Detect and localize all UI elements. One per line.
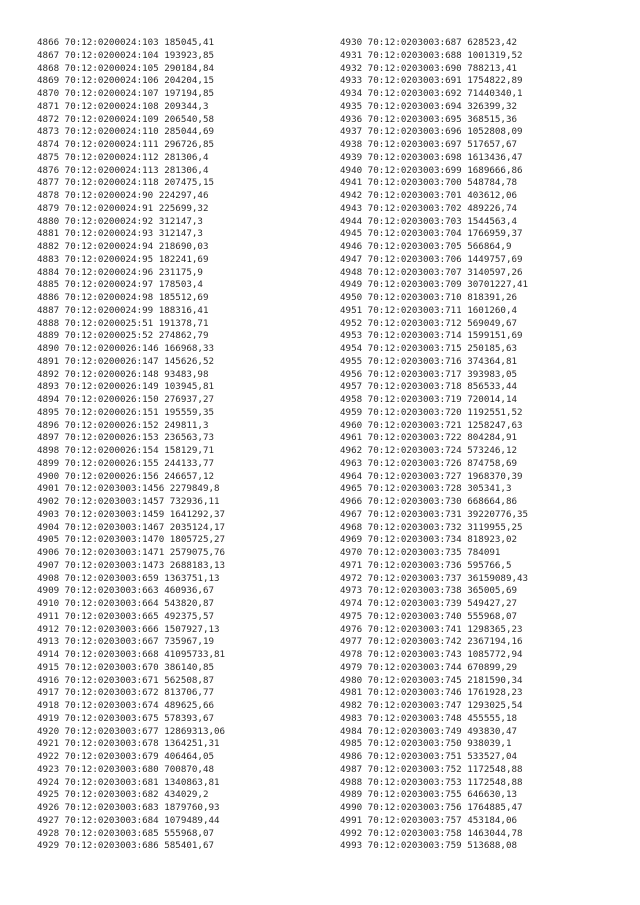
- list-item: 4932 70:12:0203003:690 788213,41: [340, 62, 518, 74]
- list-item: 4968 70:12:0203003:732 3119955,25: [340, 521, 523, 533]
- list-item: 4980 70:12:0203003:745 2181590,34: [340, 674, 523, 686]
- right-column: [340, 37, 528, 853]
- list-item: 4988 70:12:0203003:753 1172548,88: [340, 776, 523, 788]
- list-item: 4989 70:12:0203003:755 646630,13: [340, 789, 518, 801]
- list-item: 4940 70:12:0203003:699 1689666,86: [340, 164, 523, 176]
- list-item: 4921 70:12:0203003:678 1364251,31: [37, 738, 220, 750]
- list-item: 4973 70:12:0203003:738 365005,69: [340, 585, 518, 597]
- list-item: 4982 70:12:0203003:747 1293025,54: [340, 700, 523, 711]
- list-item: 4882 70:12:0200024:94 218690,03: [37, 241, 209, 252]
- list-item: 4948 70:12:0203003:707 3140597,26: [340, 266, 523, 278]
- list-item: 4986 70:12:0203003:751 533527,04: [340, 751, 518, 762]
- list-item: 4983 70:12:0203003:748 455555,18: [340, 712, 518, 724]
- list-item: 4933 70:12:0203003:691 1754822,89: [340, 75, 523, 87]
- list-item: 4874 70:12:0200024:111 296726,85: [37, 139, 215, 150]
- list-item: 4928 70:12:0203003:685 555968,07: [37, 827, 215, 839]
- list-item: 4936 70:12:0203003:695 368515,36: [340, 113, 518, 125]
- list-item: 4966 70:12:0203003:730 668664,86: [340, 496, 518, 507]
- list-item: 4930 70:12:0203003:687 628523,42: [340, 37, 518, 48]
- list-item: 4883 70:12:0200024:95 182241,69: [37, 253, 209, 265]
- list-item: 4979 70:12:0203003:744 670899,29: [340, 661, 518, 673]
- list-item: 4898 70:12:0200026:154 158129,71: [37, 445, 215, 456]
- list-item: 4913 70:12:0203003:667 735967,19: [37, 636, 215, 648]
- list-item: 4905 70:12:0203003:1470 1805725,27: [37, 534, 226, 546]
- list-item: 4972 70:12:0203003:737 36159089,43: [340, 572, 529, 584]
- list-item: 4881 70:12:0200024:93 312147,3: [37, 228, 203, 240]
- list-item: 4910 70:12:0203003:664 543820,87: [37, 598, 215, 609]
- list-item: 4871 70:12:0200024:108 209344,3: [37, 100, 209, 112]
- list-item: 4927 70:12:0203003:684 1079489,44: [37, 814, 220, 826]
- list-item: 4967 70:12:0203003:731 39220776,35: [340, 508, 529, 520]
- list-item: 4893 70:12:0200026:149 103945,81: [37, 381, 215, 393]
- list-item: 4926 70:12:0203003:683 1879760,93: [37, 802, 220, 813]
- list-item: 4880 70:12:0200024:92 312147,3: [37, 215, 203, 227]
- list-item: 4956 70:12:0203003:717 393983,05: [340, 368, 518, 380]
- list-item: 4912 70:12:0203003:666 1507927,13: [37, 623, 220, 635]
- list-item: 4911 70:12:0203003:665 492375,57: [37, 610, 215, 622]
- list-item: 4964 70:12:0203003:727 1968370,39: [340, 470, 523, 482]
- list-item: 4946 70:12:0203003:705 566864,9: [340, 241, 512, 252]
- list-item: 4943 70:12:0203003:702 489226,74: [340, 202, 518, 214]
- list-item: 4901 70:12:0203003:1456 2279849,8: [37, 483, 220, 495]
- list-item: 4935 70:12:0203003:694 326399,32: [340, 100, 518, 112]
- list-item: 4872 70:12:0200024:109 206540,58: [37, 113, 215, 125]
- list-item: 4886 70:12:0200024:98 185512,69: [37, 292, 209, 303]
- list-item: 4896 70:12:0200026:152 249811,3: [37, 419, 209, 431]
- list-item: 4870 70:12:0200024:107 197194,85: [37, 88, 215, 99]
- list-item: 4938 70:12:0203003:697 517657,67: [340, 139, 518, 150]
- list-item: 4925 70:12:0203003:682 434029,2: [37, 789, 209, 801]
- list-item: 4897 70:12:0200026:153 236563,73: [37, 432, 215, 444]
- list-item: 4914 70:12:0203003:668 41095733,81: [37, 649, 226, 660]
- list-item: 4922 70:12:0203003:679 406464,05: [37, 751, 215, 762]
- list-item: 4867 70:12:0200024:104 193923,85: [37, 49, 215, 61]
- list-item: 4942 70:12:0203003:701 403612,06: [340, 190, 518, 201]
- list-item: 4971 70:12:0203003:736 595766,5: [340, 559, 512, 571]
- list-item: 4944 70:12:0203003:703 1544563,4: [340, 215, 518, 227]
- list-item: 4907 70:12:0203003:1473 2688183,13: [37, 559, 226, 571]
- list-item: 4960 70:12:0203003:721 1258247,63: [340, 419, 523, 431]
- list-item: 4977 70:12:0203003:742 2367194,16: [340, 636, 523, 648]
- list-item: 4902 70:12:0203003:1457 732936,11: [37, 496, 220, 507]
- list-item: 4965 70:12:0203003:728 305341,3: [340, 483, 512, 495]
- list-item: 4923 70:12:0203003:680 700870,48: [37, 763, 215, 775]
- list-item: 4990 70:12:0203003:756 1764885,47: [340, 802, 523, 813]
- list-item: 4976 70:12:0203003:741 1298365,23: [340, 623, 523, 635]
- list-item: 4992 70:12:0203003:758 1463044,78: [340, 827, 523, 839]
- list-item: 4917 70:12:0203003:672 813706,77: [37, 687, 215, 699]
- list-item: 4941 70:12:0203003:700 548784,78: [340, 177, 518, 189]
- list-item: 4937 70:12:0203003:696 1052808,09: [340, 126, 523, 138]
- list-item: 4934 70:12:0203003:692 71440340,1: [340, 88, 523, 99]
- list-item: 4993 70:12:0203003:759 513688,08: [340, 840, 518, 852]
- list-item: 4889 70:12:0200025:52 274862,79: [37, 330, 209, 342]
- list-item: 4887 70:12:0200024:99 188316,41: [37, 304, 209, 316]
- list-item: 4919 70:12:0203003:675 578393,67: [37, 712, 215, 724]
- list-item: 4915 70:12:0203003:670 386140,85: [37, 661, 215, 673]
- list-item: 4866 70:12:0200024:103 185045,41: [37, 37, 215, 48]
- list-item: 4954 70:12:0203003:715 250185,63: [340, 343, 518, 354]
- list-item: 4955 70:12:0203003:716 374364,81: [340, 355, 518, 367]
- list-item: 4981 70:12:0203003:746 1761928,23: [340, 687, 523, 699]
- list-item: 4875 70:12:0200024:112 281306,4: [37, 151, 209, 163]
- list-item: 4974 70:12:0203003:739 549427,27: [340, 598, 518, 609]
- list-item: 4952 70:12:0203003:712 569049,67: [340, 317, 518, 329]
- list-item: 4900 70:12:0200026:156 246657,12: [37, 470, 215, 482]
- list-item: 4894 70:12:0200026:150 276937,27: [37, 394, 215, 405]
- list-item: 4985 70:12:0203003:750 938039,1: [340, 738, 512, 750]
- list-item: 4884 70:12:0200024:96 231175,9: [37, 266, 203, 278]
- list-item: 4961 70:12:0203003:722 804284,91: [340, 432, 518, 444]
- list-item: 4962 70:12:0203003:724 573246,12: [340, 445, 518, 456]
- list-item: 4924 70:12:0203003:681 1340863,81: [37, 776, 220, 788]
- list-item: 4890 70:12:0200026:146 166968,33: [37, 343, 215, 354]
- list-item: 4903 70:12:0203003:1459 1641292,37: [37, 508, 226, 520]
- list-item: 4891 70:12:0200026:147 145626,52: [37, 355, 215, 367]
- list-item: 4947 70:12:0203003:706 1449757,69: [340, 253, 523, 265]
- list-item: 4931 70:12:0203003:688 1001319,52: [340, 49, 523, 61]
- list-item: 4878 70:12:0200024:90 224297,46: [37, 190, 209, 201]
- list-item: 4904 70:12:0203003:1467 2035124,17: [37, 521, 226, 533]
- list-item: 4906 70:12:0203003:1471 2579075,76: [37, 547, 226, 558]
- list-item: 4950 70:12:0203003:710 818391,26: [340, 292, 518, 303]
- list-item: 4945 70:12:0203003:704 1766959,37: [340, 228, 523, 240]
- list-item: 4949 70:12:0203003:709 30701227,41: [340, 279, 529, 291]
- list-item: 4984 70:12:0203003:749 493830,47: [340, 725, 518, 737]
- list-item: 4978 70:12:0203003:743 1085772,94: [340, 649, 523, 660]
- list-item: 4877 70:12:0200024:118 207475,15: [37, 177, 215, 189]
- list-item: 4958 70:12:0203003:719 720014,14: [340, 394, 518, 405]
- list-item: 4969 70:12:0203003:734 818923,02: [340, 534, 518, 546]
- list-item: 4876 70:12:0200024:113 281306,4: [37, 164, 209, 176]
- left-column: [37, 37, 225, 853]
- list-item: 4909 70:12:0203003:663 460936,67: [37, 585, 215, 597]
- list-item: 4879 70:12:0200024:91 225699,32: [37, 202, 209, 214]
- list-item: 4873 70:12:0200024:110 285044,69: [37, 126, 215, 138]
- list-item: 4957 70:12:0203003:718 856533,44: [340, 381, 518, 393]
- list-item: 4895 70:12:0200026:151 195559,35: [37, 406, 215, 418]
- list-item: 4970 70:12:0203003:735 784091: [340, 547, 501, 558]
- list-item: 4869 70:12:0200024:106 204204,15: [37, 75, 215, 87]
- list-item: 4888 70:12:0200025:51 191378,71: [37, 317, 209, 329]
- list-item: 4885 70:12:0200024:97 178503,4: [37, 279, 203, 291]
- list-item: 4918 70:12:0203003:674 489625,66: [37, 700, 215, 711]
- list-item: 4868 70:12:0200024:105 290184,84: [37, 62, 215, 74]
- list-item: 4892 70:12:0200026:148 93483,98: [37, 368, 209, 380]
- list-item: 4991 70:12:0203003:757 453184,06: [340, 814, 518, 826]
- list-item: 4963 70:12:0203003:726 874758,69: [340, 457, 518, 469]
- list-item: 4929 70:12:0203003:686 585401,67: [37, 840, 215, 852]
- list-item: 4916 70:12:0203003:671 562508,87: [37, 674, 215, 686]
- list-item: 4975 70:12:0203003:740 555968,07: [340, 610, 518, 622]
- list-item: 4987 70:12:0203003:752 1172548,88: [340, 763, 523, 775]
- list-item: 4899 70:12:0200026:155 244133,77: [37, 457, 215, 469]
- list-item: 4959 70:12:0203003:720 1192551,52: [340, 406, 523, 418]
- list-item: 4951 70:12:0203003:711 1601260,4: [340, 304, 518, 316]
- list-item: 4920 70:12:0203003:677 12869313,06: [37, 725, 226, 737]
- list-item: 4939 70:12:0203003:698 1613436,47: [340, 151, 523, 163]
- list-item: 4953 70:12:0203003:714 1599151,69: [340, 330, 523, 342]
- list-item: 4908 70:12:0203003:659 1363751,13: [37, 572, 220, 584]
